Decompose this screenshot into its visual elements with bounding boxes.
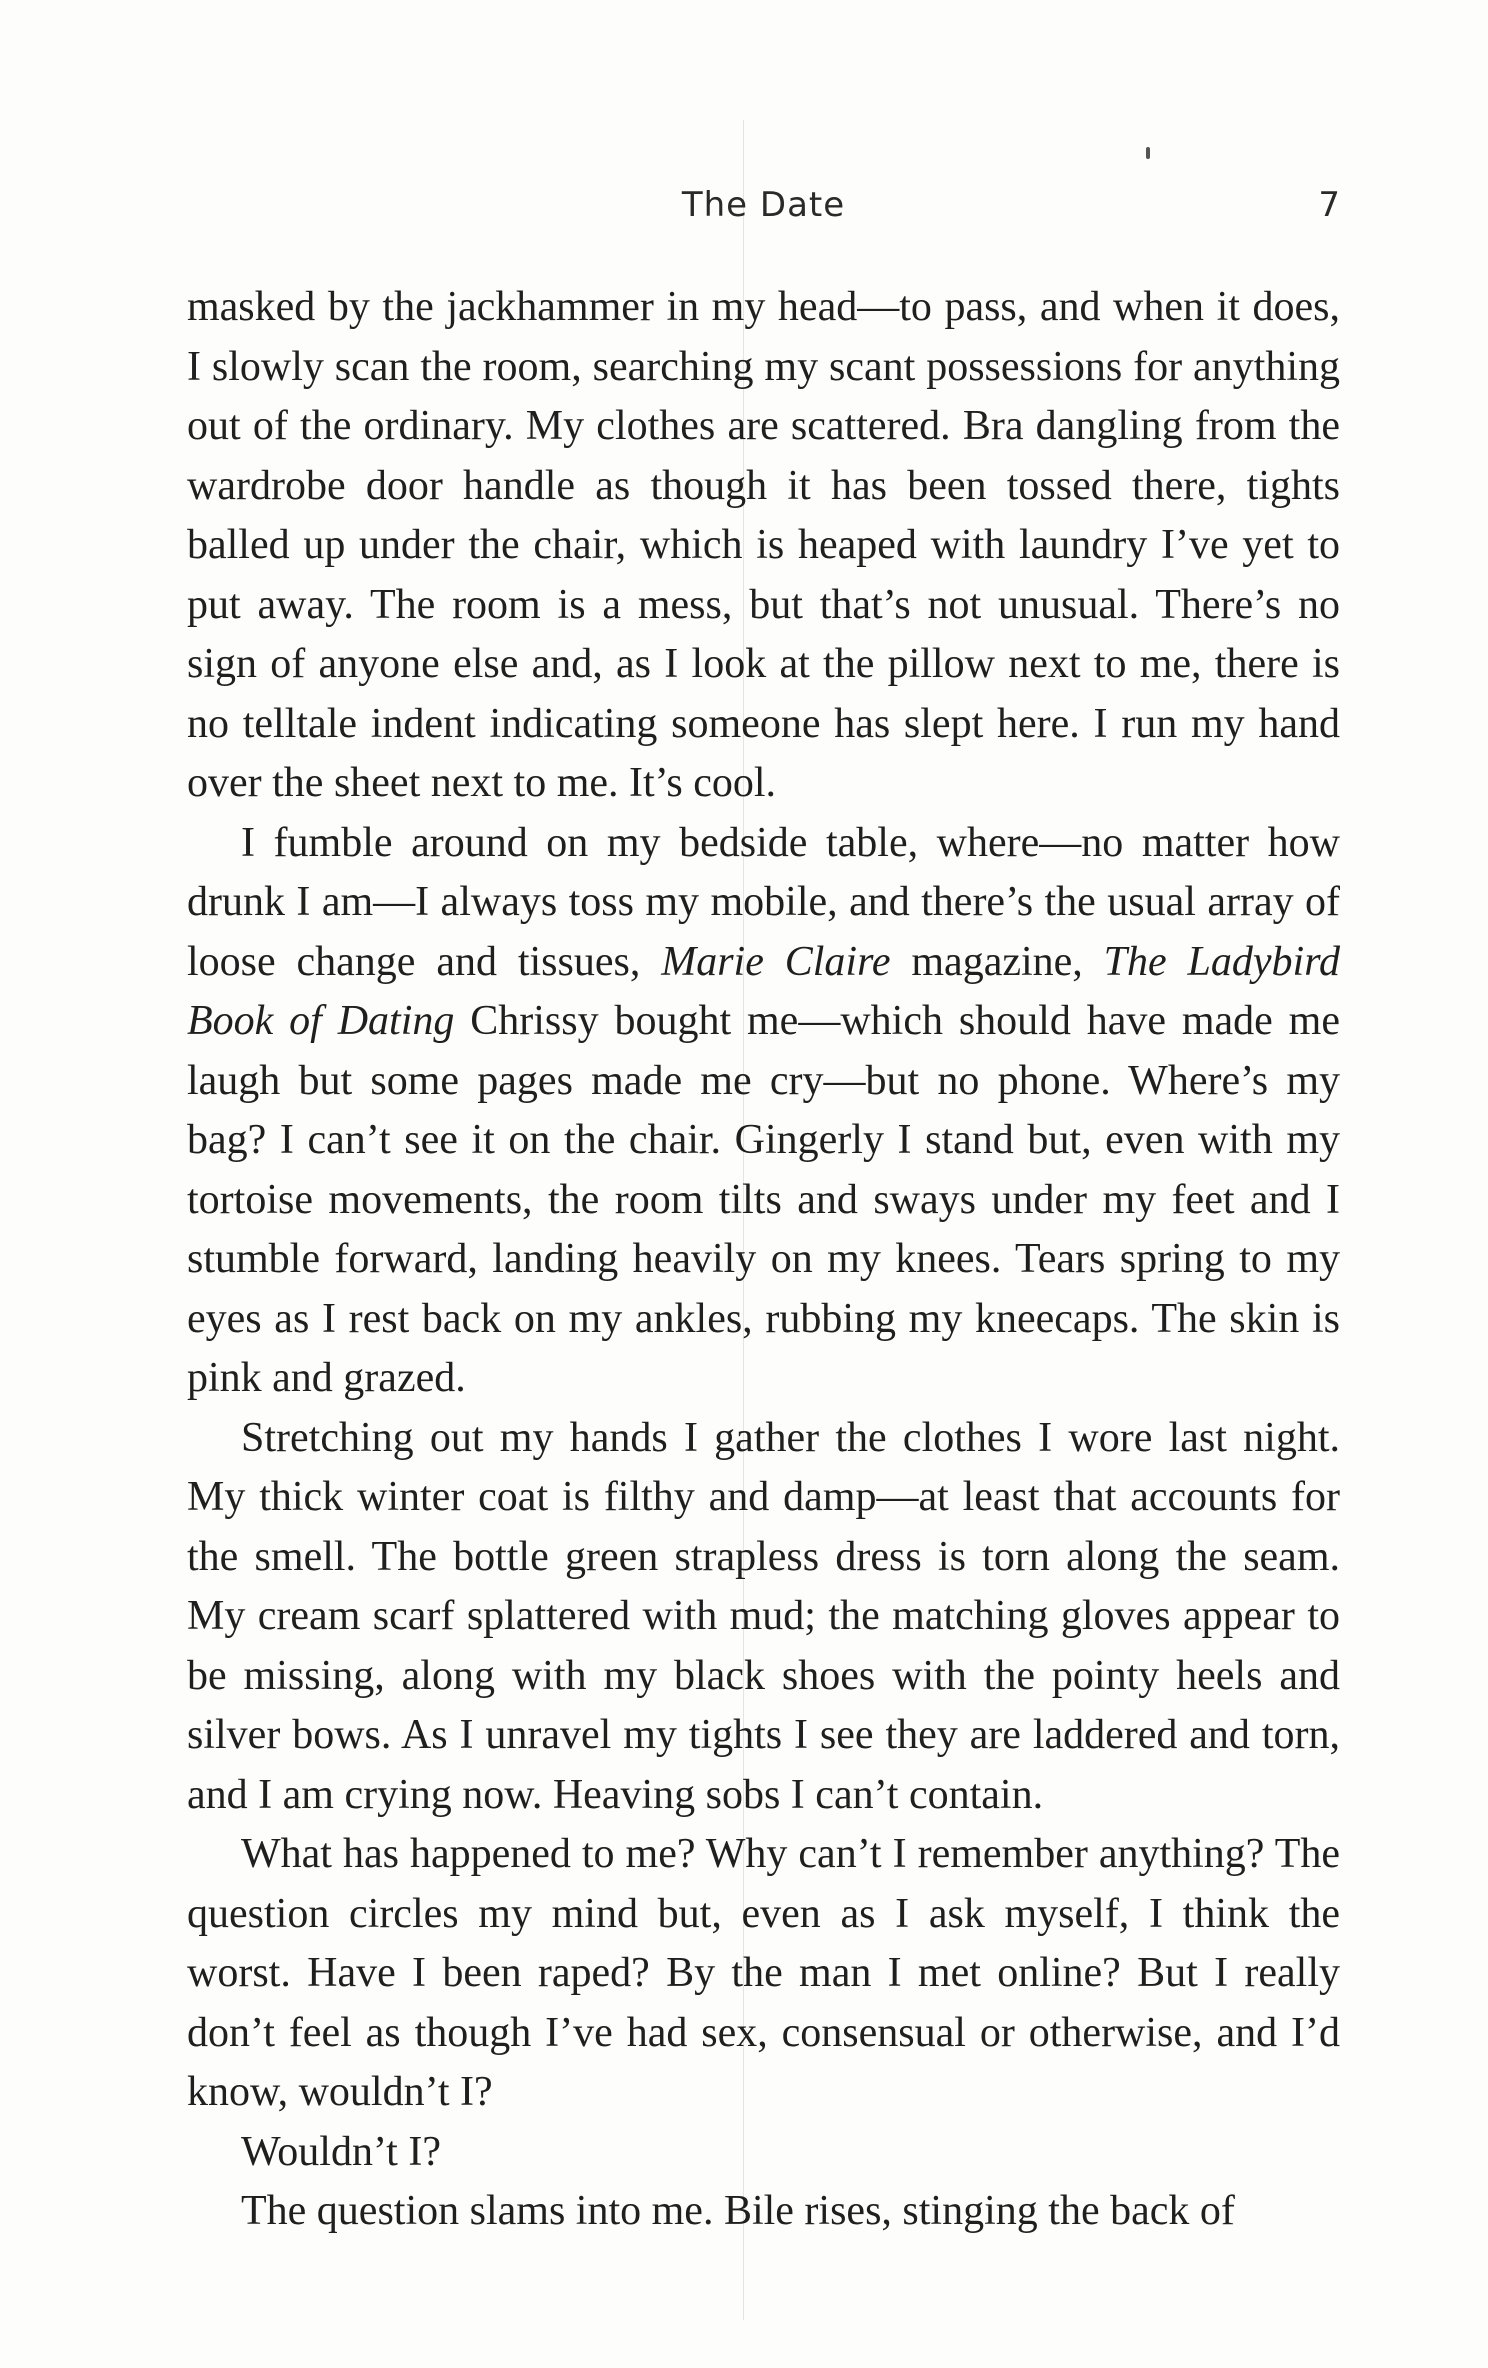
- page-number: 7: [1318, 185, 1340, 225]
- running-header: [187, 185, 1340, 235]
- paragraph: [187, 1409, 1340, 1826]
- text-run: Wouldn’t I?: [241, 2128, 441, 2175]
- text-run: The question slams into me. Bile rises, stinging the back of: [241, 2188, 1235, 2234]
- italic-title: Marie Claire: [661, 938, 891, 985]
- paragraph: [187, 2123, 1340, 2183]
- body-text: [187, 278, 1340, 2242]
- text-run: magazine,: [890, 938, 1104, 985]
- text-run: masked by the jackhammer in my head—to pass, and when it does, I slowly scan the room, searching my scant possessions for anything out of the ordinary. My clothes are scattered. Bra dangling from the wardrobe door handle as though it has been tossed there, tights balled up under the chair, which is heaped with laundry I’ve yet to put away. The room is a mess, but that’s not unusual. There’s no sign of anyone else and, as I look at the pillow next to me, there is no telltale indent indicating someone has slept here. I run my hand over the sheet next to me. It’s cool.: [187, 284, 1340, 806]
- text-run: I fumble around on my bedside table, where—no matter how drunk I am—I always toss my mobile, and there’s the usual array of loose change and tissues,: [187, 819, 1340, 985]
- text-run: What has happened to me? Why can’t I remember anything? The question circles my mind but, even as I ask myself, I think the worst. Have I been raped? By the man I met online? But I really don’t feel as though I’ve had sex, consensual or otherwise, and I’d know, wouldn’t I?: [187, 1831, 1340, 2115]
- text-run: Chrissy bought me—which should have made me laugh but some pages made me cry—but no phone. Where’s my bag? I can’t see it on the chair. Gingerly I stand but, even with my tortoise movements, the room tilts and sways under my feet and I stumble forward, landing heavily on my knees. Tears spring to my eyes as I rest back on my ankles, rubbing my kneecaps. The skin is pink and grazed.: [187, 998, 1340, 1401]
- paragraph: [187, 814, 1340, 1409]
- running-title: The Date: [681, 185, 846, 225]
- paragraph: [187, 1825, 1340, 2123]
- italic-title: The Ladybird Book of Dating: [187, 938, 1340, 1044]
- text-run: Stretching out my hands I gather the clothes I wore last night. My thick winter coat is filthy and damp—at least that accounts for the smell. The bottle green strapless dress is torn along the seam. My cream scarf splattered with mud; the matching gloves appear to be missing, along with my black shoes with the pointy heels and silver bows. As I unravel my tights I see they are laddered and torn, and I am crying now. Heaving sobs I can’t contain.: [187, 1414, 1340, 1818]
- paragraph: [187, 278, 1340, 814]
- paragraph: [187, 2182, 1340, 2242]
- scan-speck: [1146, 147, 1150, 159]
